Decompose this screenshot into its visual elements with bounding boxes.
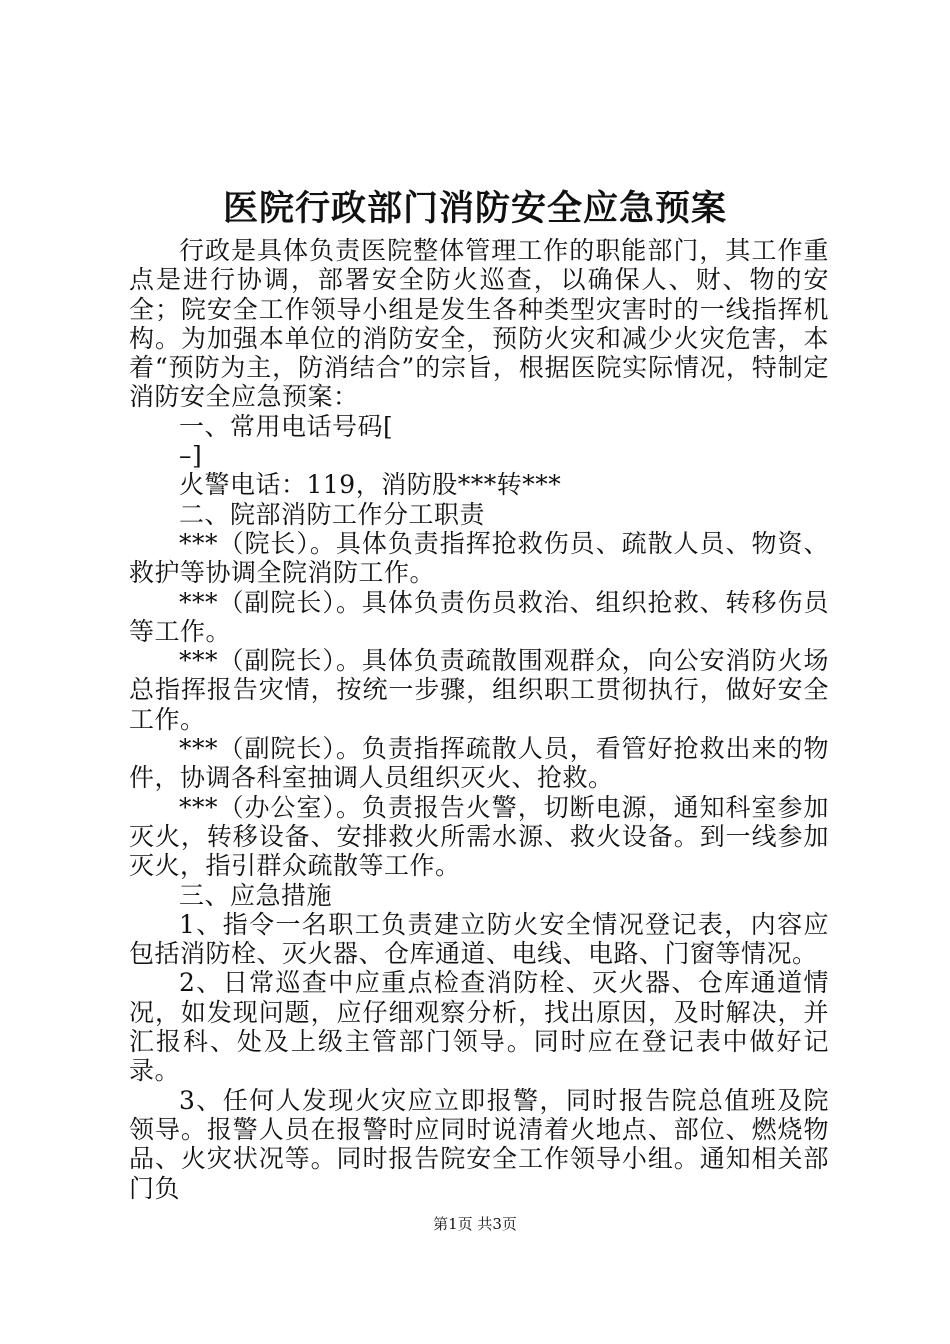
paragraph-duty-vice-3: ***（副院长）。负责指挥疏散人员，看管好抢救出来的物件，协调各科室抽调人员组织灭火、抢救。 [129, 734, 829, 793]
paragraph-duty-president: ***（院长）。具体负责指挥抢救伤员、疏散人员、物资、救护等协调全院消防工作。 [129, 528, 829, 588]
paragraph-bracket: –] [179, 441, 203, 471]
document-title: 医院行政部门消防安全应急预案 [222, 188, 727, 229]
section-heading-duties: 二、院部消防工作分工职责 [179, 499, 486, 529]
paragraph-duty-vice-2: ***（副院长）。具体负责疏散围观群众，向公安消防火场总指挥报告灾情，按统一步骤，组织职工贯彻执行，做好安全工作。 [129, 646, 829, 734]
document-body [129, 236, 829, 1203]
section-heading-measures: 三、应急措施 [179, 880, 333, 910]
paragraph-fire-phone: 火警电话：119，消防股***转*** [179, 470, 562, 500]
paragraph-duty-office: ***（办公室）。负责报告火警，切断电源，通知科室参加灭火，转移设备、安排救火所需水源、救火设备。到一线参加灭火，指引群众疏散等工作。 [129, 792, 829, 881]
paragraph-intro: 行政是具体负责医院整体管理工作的职能部门，其工作重点是进行协调，部署安全防火巡查，以确保人、财、物的安全；院安全工作领导小组是发生各种类型灾害时的一线指挥机构。为加强本单位的消防安全，预防火灾和减少火灾危害，本着“预防为主，防消结合”的宗旨，根据医院实际情况，特制定消防安全应急预案： [129, 236, 829, 412]
paragraph-measure-1: 1、指令一名职工负责建立防火安全情况登记表，内容应包括消防栓、灭火器、仓库通道、电线、电路、门窗等情况。 [129, 909, 829, 969]
page-footer: 第1页 共3页 [433, 1215, 517, 1233]
paragraph-measure-2: 2、日常巡查中应重点检查消防栓、灭火器、仓库通道情况，如发现问题，应仔细观察分析，找出原因，及时解决，并汇报科、处及上级主管部门领导。同时应在登记表中做好记录。 [129, 968, 829, 1086]
paragraph-measure-3: 3、任何人发现火灾应立即报警，同时报告院总值班及院领导。报警人员在报警时应同时说清着火地点、部位、燃烧物品、火灾状况等。同时报告院安全工作领导小组。通知相关部门负 [129, 1085, 829, 1203]
paragraph-duty-vice-1: ***（副院长）。具体负责伤员救治、组织抢救、转移伤员等工作。 [129, 587, 829, 646]
section-heading-phone: 一、常用电话号码[ [179, 411, 394, 441]
